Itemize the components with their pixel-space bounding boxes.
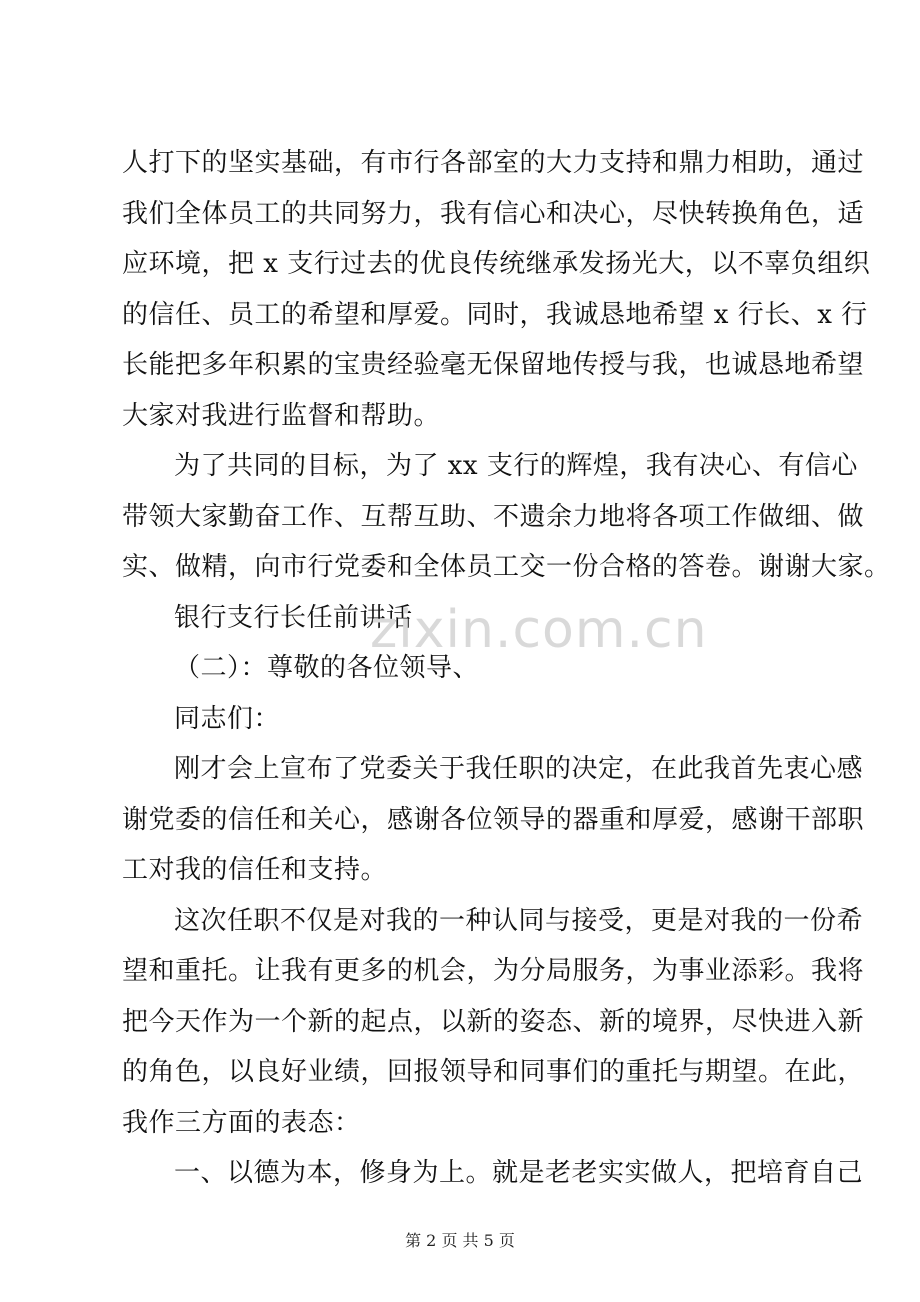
text-line: 望和重托。让我有更多的机会，为分局服务，为事业添彩。我将 [122, 956, 865, 986]
text-line: （二）：尊敬的各位领导、 [174, 653, 480, 683]
text-line: 的信任、员工的希望和厚爱。同时，我诚恳地希望 x 行长、x 行 [122, 300, 868, 330]
text-line: 我们全体员工的共同努力，我有信心和决心，尽快转换角色，适 [122, 199, 865, 229]
text-line: 把今天作为一个新的起点，以新的姿态、新的境界，尽快进入新 [122, 1007, 865, 1037]
text-line: 刚才会上宣布了党委关于我任职的决定，在此我首先衷心感 [174, 754, 864, 784]
text-line: 长能把多年积累的宝贵经验毫无保留地传授与我，也诚恳地希望 [122, 350, 865, 380]
text-line: 实、做精，向市行党委和全体员工交一份合格的答卷。谢谢大家。 [122, 552, 891, 582]
text-line: 我作三方面的表态： [122, 1108, 361, 1138]
text-line: 人打下的坚实基础，有市行各部室的大力支持和鼎力相助，通过 [122, 148, 865, 178]
page-footer: 第 2 页 共 5 页 [405, 1231, 515, 1250]
text-line: 一、以德为本，修身为上。就是老老实实做人，把培育自己 [174, 1158, 864, 1188]
section-title: 银行支行长任前讲话 [174, 603, 413, 633]
text-line: 为了共同的目标，为了 xx 支行的辉煌，我有决心、有信心 [174, 451, 858, 481]
text-line: 大家对我进行监督和帮助。 [122, 401, 441, 431]
text-line: 谢党委的信任和关心，感谢各位领导的器重和厚爱，感谢干部职 [122, 805, 865, 835]
text-line: 的角色，以良好业绩，回报领导和同事们的重托与期望。在此， [122, 1057, 865, 1087]
text-line: 同志们： [174, 704, 281, 734]
text-line: 应环境，把 x 支行过去的优良传统继承发扬光大，以不辜负组织 [122, 249, 871, 279]
watermark: zixin.com.cn [370, 600, 708, 660]
text-line: 工对我的信任和支持。 [122, 855, 388, 885]
text-line: 这次任职不仅是对我的一种认同与接受，更是对我的一份希 [174, 906, 864, 936]
text-line: 带领大家勤奋工作、互帮互助、不遗余力地将各项工作做细、做 [122, 502, 865, 532]
